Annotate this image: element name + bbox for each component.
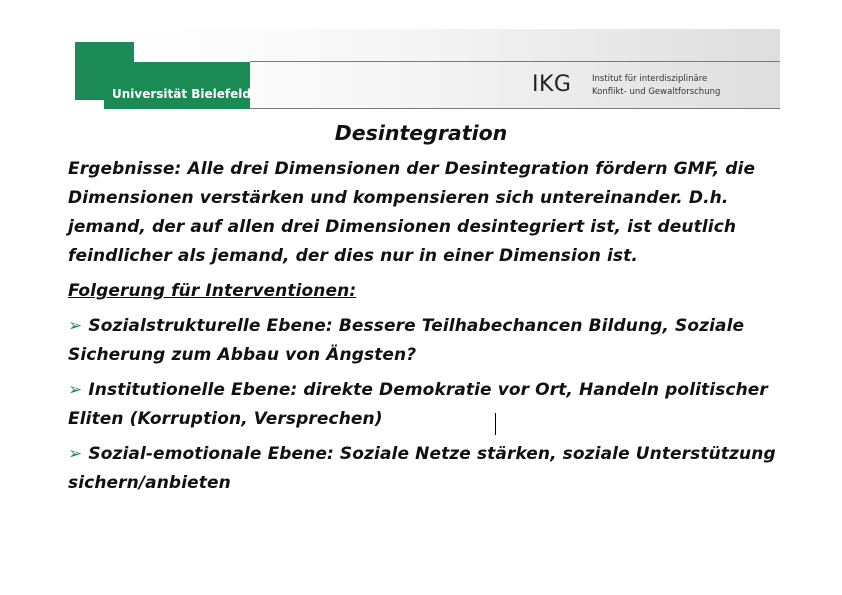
arrowhead-right-icon: ➢ bbox=[68, 380, 83, 400]
bullet-text: Institutionelle Ebene: direkte Demokratie vor Ort, Handeln politischer Eliten (Korruption, Versprechen) bbox=[68, 380, 768, 429]
arrowhead-right-icon: ➢ bbox=[68, 316, 83, 336]
ikg-logo: IKG bbox=[532, 72, 572, 97]
text-cursor bbox=[495, 413, 496, 435]
slide-content bbox=[68, 155, 788, 504]
interventions-heading: Folgerung für Interventionen: bbox=[68, 281, 357, 301]
bullet-text: Sozialstrukturelle Ebene: Bessere Teilhabechancen Bildung, Soziale Sicherung zum Abbau von Ängsten? bbox=[68, 316, 745, 365]
bullet-item bbox=[68, 312, 788, 370]
header-divider-bottom bbox=[250, 108, 780, 109]
arrowhead-right-icon: ➢ bbox=[68, 444, 83, 464]
slide-title: Desintegration bbox=[334, 121, 508, 145]
institute-name-line2: Konflikt- und Gewaltforschung bbox=[592, 87, 721, 97]
institute-name-line1: Institut für interdisziplinäre bbox=[592, 74, 708, 84]
bullet-text: Sozial-emotionale Ebene: Soziale Netze stärken, soziale Unterstützung sichern/anbieten bbox=[68, 444, 776, 493]
university-logo bbox=[104, 62, 250, 109]
bullet-item bbox=[68, 440, 788, 498]
header-divider-top bbox=[250, 61, 780, 62]
bullet-item bbox=[68, 376, 788, 434]
results-paragraph: Ergebnisse: Alle drei Dimensionen der Desintegration fördern GMF, die Dimensionen verstärken und kompensieren sich untereinander. D.h. jemand, der auf allen drei Dimensionen desintegriert ist, ist deutlich feindlicher als jemand, der dies nur in einer Dimension ist. bbox=[68, 159, 756, 266]
university-logo-text: Universität Bielefeld bbox=[112, 87, 251, 101]
institute-name bbox=[592, 73, 720, 99]
